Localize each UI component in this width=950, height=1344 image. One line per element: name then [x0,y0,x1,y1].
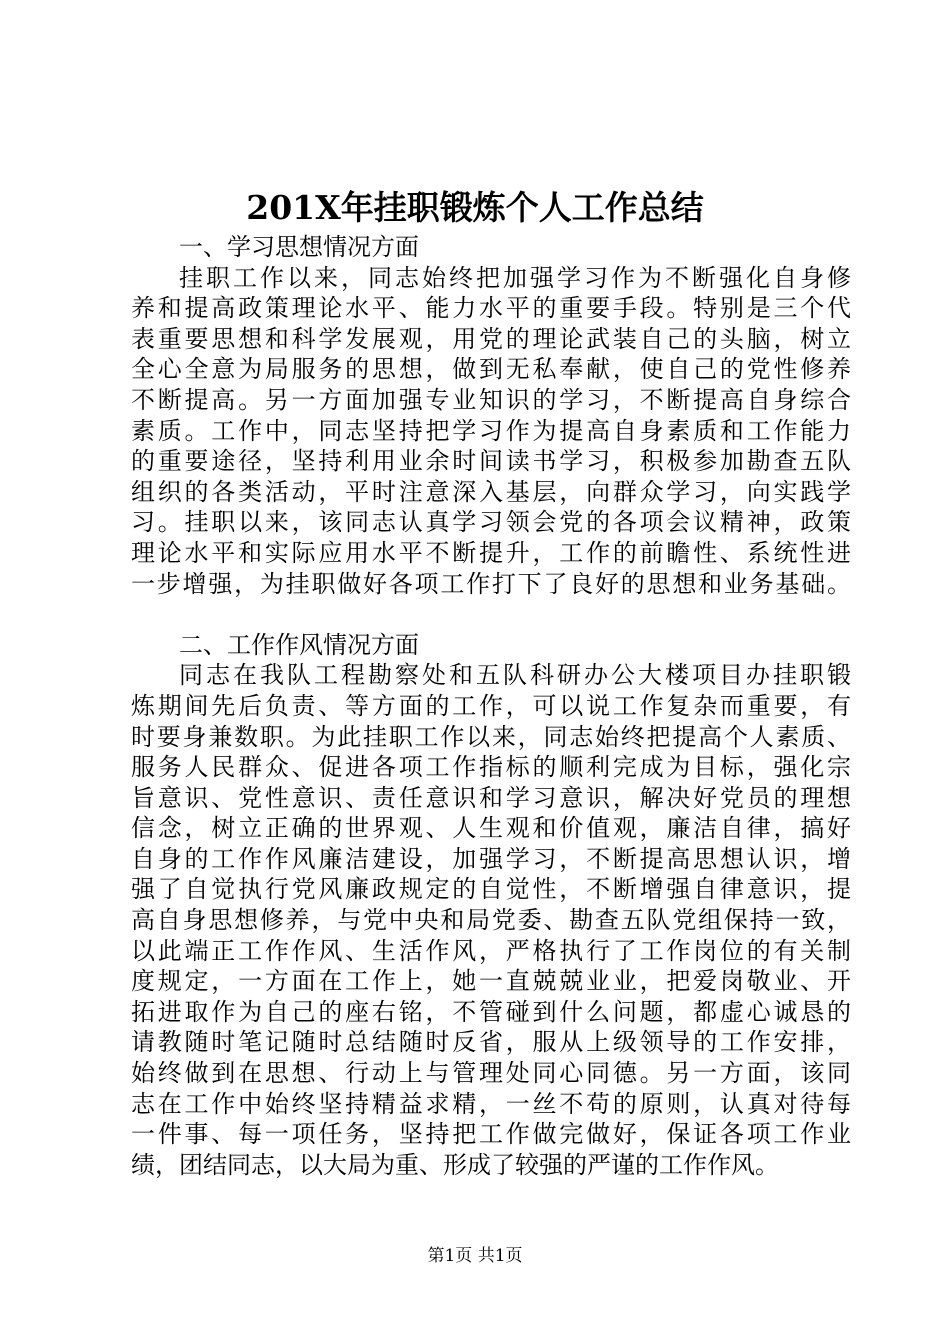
paragraph-line: 全心全意为局服务的思想，做到无私奉献，使自己的党性修养 [131,355,851,384]
paragraph-line: 一步增强，为挂职做好各项工作打下了良好的思想和业务基础。 [131,569,851,598]
paragraph-line: 养和提高政策理论水平、能力水平的重要手段。特别是三个代 [131,294,851,323]
paragraph-line: 服务人民群众、促进各项工作指标的顺利完成为目标，强化宗 [131,753,851,782]
paragraph-line: 旨意识、党性意识、责任意识和学习意识，解决好党员的理想 [131,783,851,812]
section-heading-study: 一、学习思想情况方面 [179,233,419,261]
paragraph-line: 请教随时笔记随时总结随时反省，服从上级领导的工作安排， [131,1028,851,1057]
paragraph-line: 强了自觉执行党风廉政规定的自觉性，不断增强自律意识，提 [131,875,851,904]
paragraph-line: 信念，树立正确的世界观、人生观和价值观，廉洁自律，搞好 [131,814,851,843]
paragraph-line: 同志在我队工程勘察处和五队科研办公大楼项目办挂职锻 [179,661,851,690]
paragraph-line: 的重要途径，坚持利用业余时间读书学习，积极参加勘查五队 [131,447,851,476]
paragraph-line: 习。挂职以来，该同志认真学习领会党的各项会议精神，政策 [131,508,851,537]
paragraph-line: 志在工作中始终坚持精益求精，一丝不苟的原则，认真对待每 [131,1089,851,1118]
paragraph-line: 高自身思想修养，与党中央和局党委、勘查五队党组保持一致， [131,906,851,935]
paragraph-line: 表重要思想和科学发展观，用党的理论武装自己的头脑，树立 [131,324,851,353]
paragraph-line: 理论水平和实际应用水平不断提升，工作的前瞻性、系统性进 [131,538,851,567]
paragraph-gap [131,599,851,630]
paragraph-line: 自身的工作作风廉洁建设，加强学习，不断提高思想认识，增 [131,844,851,873]
section-heading-work-style: 二、工作作风情况方面 [179,630,419,659]
paragraph-line: 以此端正工作作风、生活作风，严格执行了工作岗位的有关制 [131,936,851,965]
paragraph-line: 不断提高。另一方面加强专业知识的学习，不断提高自身综合 [131,385,851,414]
paragraph-line: 绩，团结同志，以大局为重、形成了较强的严谨的工作作风。 [131,1150,779,1179]
paragraph-line: 度规定，一方面在工作上，她一直兢兢业业，把爱岗敬业、开 [131,967,851,996]
paragraph-line: 素质。工作中，同志坚持把学习作为提高自身素质和工作能力 [131,416,851,445]
section-paragraph-work-style [131,660,851,1180]
document-title: 201X年挂职锻炼个人工作总结 [246,188,704,227]
page-number-footer: 第1页 共1页 [427,1246,523,1266]
paragraph-line: 挂职工作以来，同志始终把加强学习作为不断强化自身修 [179,263,851,292]
paragraph-line: 炼期间先后负责、等方面的工作，可以说工作复杂而重要，有 [131,691,851,720]
paragraph-line: 拓进取作为自己的座右铭，不管碰到什么问题，都虚心诚恳的 [131,997,851,1026]
paragraph-line: 一件事、每一项任务，坚持把工作做完做好，保证各项工作业 [131,1120,851,1149]
section-paragraph-study [131,263,851,600]
paragraph-line: 组织的各类活动，平时注意深入基层，向群众学习，向实践学 [131,477,851,506]
paragraph-line: 始终做到在思想、行动上与管理处同心同德。另一方面，该同 [131,1059,851,1088]
paragraph-line: 时要身兼数职。为此挂职工作以来，同志始终把提高个人素质、 [131,722,851,751]
document-body [131,232,851,1180]
